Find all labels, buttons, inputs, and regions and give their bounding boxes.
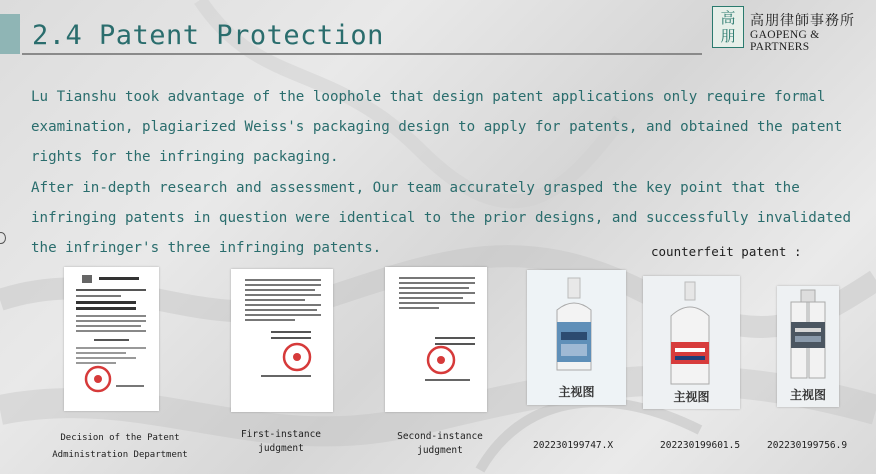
paragraph-result: After in-depth research and assessment, Our team accurately grasped the key point that the infringing patents in question were identical to the prior designs, and successfully invalidated the infringer's three infringing patents. [31, 180, 851, 256]
patent-3-view-label: 主视图 [789, 388, 826, 402]
patent-1-image [527, 270, 626, 405]
first-instance-caption-line1: First-instance [240, 429, 322, 440]
logo-char-1: 高 [720, 9, 736, 27]
second-instance-judgment-image [385, 267, 487, 412]
paragraph-loophole: Lu Tianshu took advantage of the loophole that design patent applications only require formal examination, plagiarized Weiss's packaging design to apply for patents, and obtained the patent rights for the infringing packaging. [31, 89, 843, 165]
decision-caption [50, 430, 190, 464]
patent-2-image [643, 276, 740, 409]
title-divider [22, 53, 702, 55]
logo-char-2: 朋 [720, 27, 736, 45]
patent-1-view-label: 主视图 [558, 385, 595, 399]
first-instance-judgment-image [231, 269, 333, 412]
decision-caption-line1: Decision of the Patent [60, 433, 180, 443]
patent-2-view-label: 主视图 [673, 390, 710, 404]
firm-logo [712, 6, 744, 48]
firm-name-cn: 高朋律師事務所 [750, 13, 855, 29]
second-instance-caption-line2: judgment [417, 445, 463, 456]
first-instance-caption-line2: judgment [258, 443, 304, 454]
second-instance-caption-line1: Second-instance [397, 431, 483, 442]
patent-3-image [777, 286, 839, 407]
decision-document-image [64, 267, 159, 411]
slide-nav-marker [0, 232, 6, 244]
counterfeit-patent-label: counterfeit patent : [651, 244, 802, 259]
patent-2-number: 202230199601.5 [660, 440, 741, 451]
first-instance-caption [226, 428, 336, 456]
firm-name-en: GAOPENG & PARTNERS [750, 29, 820, 53]
patent-1-number: 202230199747.X [533, 440, 614, 451]
decision-caption-line2: Administration Department [52, 450, 188, 460]
page-title: 2.4 Patent Protection [32, 20, 384, 51]
patent-3-number: 202230199756.9 [767, 440, 848, 451]
second-instance-caption [385, 430, 495, 458]
title-accent-bar [0, 14, 20, 54]
